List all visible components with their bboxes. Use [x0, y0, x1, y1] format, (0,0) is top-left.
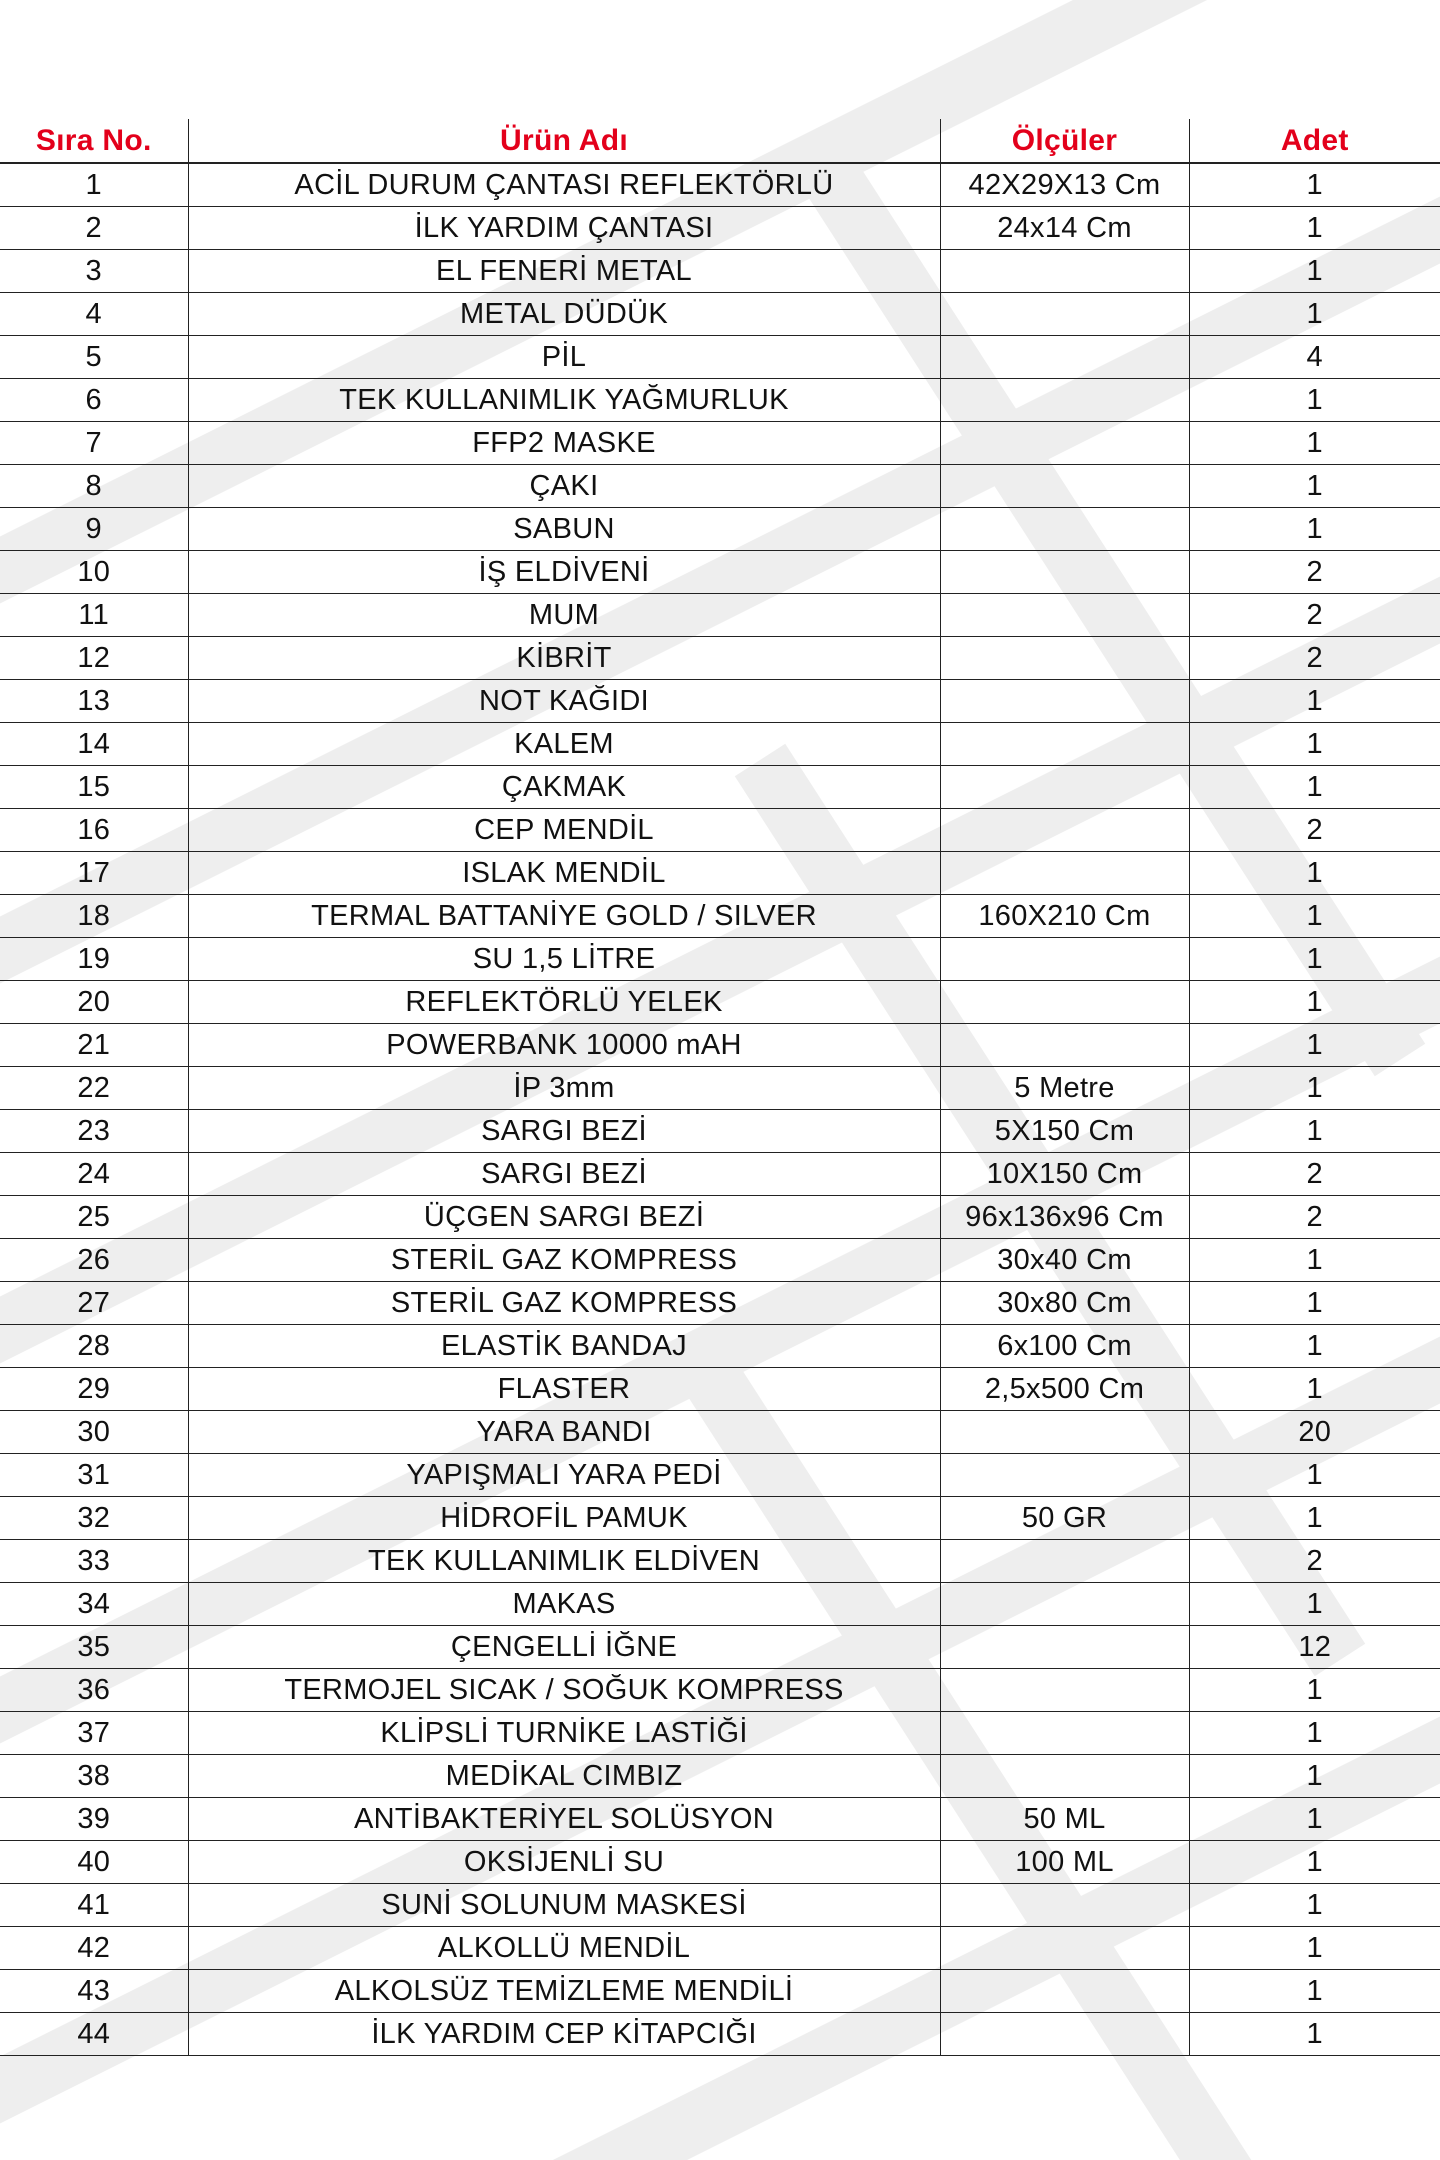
dimensions-cell: [940, 2013, 1189, 2056]
header-product-name: Ürün Adı: [188, 119, 940, 163]
row-number-cell: 5: [0, 336, 188, 379]
row-number-cell: 37: [0, 1712, 188, 1755]
dimensions-cell: 6x100 Cm: [940, 1325, 1189, 1368]
dimensions-cell: [940, 1626, 1189, 1669]
dimensions-cell: [940, 1583, 1189, 1626]
table-row: [0, 594, 1440, 637]
product-name-cell: ELASTİK BANDAJ: [188, 1325, 940, 1368]
product-name-cell: TERMOJEL SICAK / SOĞUK KOMPRESS: [188, 1669, 940, 1712]
row-number-cell: 4: [0, 293, 188, 336]
product-name-cell: YAPIŞMALI YARA PEDİ: [188, 1454, 940, 1497]
product-name-cell: METAL DÜDÜK: [188, 293, 940, 336]
quantity-cell: 1: [1189, 1368, 1440, 1411]
row-number-cell: 7: [0, 422, 188, 465]
table-row: [0, 1239, 1440, 1282]
product-name-cell: REFLEKTÖRLÜ YELEK: [188, 981, 940, 1024]
row-number-cell: 40: [0, 1841, 188, 1884]
quantity-cell: 1: [1189, 1497, 1440, 1540]
table-row: [0, 1325, 1440, 1368]
row-number-cell: 30: [0, 1411, 188, 1454]
table-row: [0, 1712, 1440, 1755]
row-number-cell: 26: [0, 1239, 188, 1282]
quantity-cell: 1: [1189, 1325, 1440, 1368]
quantity-cell: 1: [1189, 379, 1440, 422]
dimensions-cell: [940, 1024, 1189, 1067]
quantity-cell: 1: [1189, 1583, 1440, 1626]
quantity-cell: 1: [1189, 723, 1440, 766]
row-number-cell: 31: [0, 1454, 188, 1497]
product-name-cell: SARGI BEZİ: [188, 1110, 940, 1153]
quantity-cell: 2: [1189, 594, 1440, 637]
product-list-sheet: [0, 119, 1440, 2056]
table-row: [0, 809, 1440, 852]
row-number-cell: 44: [0, 2013, 188, 2056]
dimensions-cell: 5 Metre: [940, 1067, 1189, 1110]
dimensions-cell: [940, 637, 1189, 680]
table-row: [0, 723, 1440, 766]
row-number-cell: 43: [0, 1970, 188, 2013]
dimensions-cell: [940, 981, 1189, 1024]
table-row: [0, 1798, 1440, 1841]
row-number-cell: 27: [0, 1282, 188, 1325]
product-name-cell: İŞ ELDİVENİ: [188, 551, 940, 594]
dimensions-cell: [940, 680, 1189, 723]
product-name-cell: STERİL GAZ KOMPRESS: [188, 1239, 940, 1282]
dimensions-cell: [940, 379, 1189, 422]
product-name-cell: ÇAKI: [188, 465, 940, 508]
dimensions-cell: 42X29X13 Cm: [940, 163, 1189, 207]
table-row: [0, 336, 1440, 379]
row-number-cell: 16: [0, 809, 188, 852]
product-name-cell: ÇENGELLİ İĞNE: [188, 1626, 940, 1669]
row-number-cell: 14: [0, 723, 188, 766]
row-number-cell: 12: [0, 637, 188, 680]
product-name-cell: TEK KULLANIMLIK YAĞMURLUK: [188, 379, 940, 422]
dimensions-cell: [940, 1884, 1189, 1927]
header-quantity: Adet: [1189, 119, 1440, 163]
quantity-cell: 2: [1189, 637, 1440, 680]
dimensions-cell: [940, 422, 1189, 465]
dimensions-cell: 24x14 Cm: [940, 207, 1189, 250]
row-number-cell: 8: [0, 465, 188, 508]
product-name-cell: ALKOLLÜ MENDİL: [188, 1927, 940, 1970]
quantity-cell: 1: [1189, 1712, 1440, 1755]
table-row: [0, 1368, 1440, 1411]
quantity-cell: 1: [1189, 1282, 1440, 1325]
table-row: [0, 1153, 1440, 1196]
dimensions-cell: 10X150 Cm: [940, 1153, 1189, 1196]
quantity-cell: 1: [1189, 895, 1440, 938]
quantity-cell: 1: [1189, 465, 1440, 508]
product-name-cell: KLİPSLİ TURNİKE LASTİĞİ: [188, 1712, 940, 1755]
quantity-cell: 1: [1189, 293, 1440, 336]
quantity-cell: 1: [1189, 1067, 1440, 1110]
row-number-cell: 11: [0, 594, 188, 637]
quantity-cell: 1: [1189, 1841, 1440, 1884]
table-row: [0, 895, 1440, 938]
table-row: [0, 207, 1440, 250]
dimensions-cell: 50 ML: [940, 1798, 1189, 1841]
table-row: [0, 981, 1440, 1024]
quantity-cell: 1: [1189, 766, 1440, 809]
quantity-cell: 20: [1189, 1411, 1440, 1454]
table-row: [0, 1755, 1440, 1798]
table-row: [0, 1024, 1440, 1067]
row-number-cell: 21: [0, 1024, 188, 1067]
table-row: [0, 508, 1440, 551]
table-row: [0, 1110, 1440, 1153]
product-name-cell: ÇAKMAK: [188, 766, 940, 809]
dimensions-cell: [940, 723, 1189, 766]
dimensions-cell: 96x136x96 Cm: [940, 1196, 1189, 1239]
table-row: [0, 250, 1440, 293]
row-number-cell: 41: [0, 1884, 188, 1927]
product-name-cell: TERMAL BATTANİYE GOLD / SILVER: [188, 895, 940, 938]
dimensions-cell: [940, 293, 1189, 336]
product-table: [0, 119, 1440, 2056]
table-row: [0, 422, 1440, 465]
quantity-cell: 1: [1189, 163, 1440, 207]
row-number-cell: 38: [0, 1755, 188, 1798]
dimensions-cell: [940, 766, 1189, 809]
dimensions-cell: 50 GR: [940, 1497, 1189, 1540]
table-header-row: [0, 119, 1440, 163]
table-row: [0, 1282, 1440, 1325]
quantity-cell: 1: [1189, 1110, 1440, 1153]
product-name-cell: MUM: [188, 594, 940, 637]
table-row: [0, 1454, 1440, 1497]
quantity-cell: 1: [1189, 1024, 1440, 1067]
quantity-cell: 2: [1189, 1153, 1440, 1196]
row-number-cell: 25: [0, 1196, 188, 1239]
table-row: [0, 1626, 1440, 1669]
dimensions-cell: [940, 1669, 1189, 1712]
quantity-cell: 2: [1189, 551, 1440, 594]
dimensions-cell: [940, 1540, 1189, 1583]
product-name-cell: PİL: [188, 336, 940, 379]
quantity-cell: 1: [1189, 680, 1440, 723]
table-row: [0, 293, 1440, 336]
table-row: [0, 1411, 1440, 1454]
product-name-cell: FLASTER: [188, 1368, 940, 1411]
dimensions-cell: 5X150 Cm: [940, 1110, 1189, 1153]
dimensions-cell: 100 ML: [940, 1841, 1189, 1884]
row-number-cell: 6: [0, 379, 188, 422]
header-dimensions: Ölçüler: [940, 119, 1189, 163]
table-row: [0, 1497, 1440, 1540]
product-name-cell: KALEM: [188, 723, 940, 766]
product-name-cell: SARGI BEZİ: [188, 1153, 940, 1196]
product-name-cell: TEK KULLANIMLIK ELDİVEN: [188, 1540, 940, 1583]
dimensions-cell: [940, 1712, 1189, 1755]
row-number-cell: 15: [0, 766, 188, 809]
row-number-cell: 3: [0, 250, 188, 293]
table-row: [0, 1970, 1440, 2013]
row-number-cell: 36: [0, 1669, 188, 1712]
row-number-cell: 17: [0, 852, 188, 895]
table-row: [0, 1927, 1440, 1970]
product-name-cell: ANTİBAKTERİYEL SOLÜSYON: [188, 1798, 940, 1841]
quantity-cell: 1: [1189, 852, 1440, 895]
dimensions-cell: [940, 508, 1189, 551]
product-name-cell: ÜÇGEN SARGI BEZİ: [188, 1196, 940, 1239]
table-row: [0, 1196, 1440, 1239]
quantity-cell: 1: [1189, 938, 1440, 981]
row-number-cell: 22: [0, 1067, 188, 1110]
row-number-cell: 9: [0, 508, 188, 551]
table-row: [0, 465, 1440, 508]
dimensions-cell: [940, 250, 1189, 293]
row-number-cell: 35: [0, 1626, 188, 1669]
product-name-cell: NOT KAĞIDI: [188, 680, 940, 723]
dimensions-cell: [940, 551, 1189, 594]
row-number-cell: 2: [0, 207, 188, 250]
product-name-cell: EL FENERİ METAL: [188, 250, 940, 293]
product-name-cell: FFP2 MASKE: [188, 422, 940, 465]
product-name-cell: MEDİKAL CIMBIZ: [188, 1755, 940, 1798]
quantity-cell: 1: [1189, 981, 1440, 1024]
row-number-cell: 18: [0, 895, 188, 938]
dimensions-cell: [940, 336, 1189, 379]
quantity-cell: 1: [1189, 1798, 1440, 1841]
row-number-cell: 29: [0, 1368, 188, 1411]
dimensions-cell: 30x80 Cm: [940, 1282, 1189, 1325]
product-name-cell: ACİL DURUM ÇANTASI REFLEKTÖRLÜ: [188, 163, 940, 207]
quantity-cell: 1: [1189, 207, 1440, 250]
quantity-cell: 1: [1189, 1454, 1440, 1497]
row-number-cell: 19: [0, 938, 188, 981]
product-name-cell: SU 1,5 LİTRE: [188, 938, 940, 981]
product-name-cell: ALKOLSÜZ TEMİZLEME MENDİLİ: [188, 1970, 940, 2013]
dimensions-cell: [940, 1755, 1189, 1798]
table-row: [0, 680, 1440, 723]
row-number-cell: 33: [0, 1540, 188, 1583]
table-row: [0, 1067, 1440, 1110]
product-name-cell: STERİL GAZ KOMPRESS: [188, 1282, 940, 1325]
table-row: [0, 551, 1440, 594]
product-name-cell: İLK YARDIM ÇANTASI: [188, 207, 940, 250]
product-name-cell: KİBRİT: [188, 637, 940, 680]
dimensions-cell: [940, 938, 1189, 981]
row-number-cell: 39: [0, 1798, 188, 1841]
product-name-cell: CEP MENDİL: [188, 809, 940, 852]
row-number-cell: 10: [0, 551, 188, 594]
product-rows: [0, 163, 1440, 2056]
quantity-cell: 1: [1189, 1755, 1440, 1798]
dimensions-cell: [940, 465, 1189, 508]
row-number-cell: 24: [0, 1153, 188, 1196]
quantity-cell: 1: [1189, 1884, 1440, 1927]
dimensions-cell: [940, 809, 1189, 852]
header-row-number: Sıra No.: [0, 119, 188, 163]
product-name-cell: SABUN: [188, 508, 940, 551]
dimensions-cell: [940, 1411, 1189, 1454]
quantity-cell: 1: [1189, 250, 1440, 293]
table-row: [0, 2013, 1440, 2056]
dimensions-cell: 30x40 Cm: [940, 1239, 1189, 1282]
product-name-cell: POWERBANK 10000 mAH: [188, 1024, 940, 1067]
table-row: [0, 852, 1440, 895]
table-row: [0, 163, 1440, 207]
product-name-cell: İP 3mm: [188, 1067, 940, 1110]
product-name-cell: YARA BANDI: [188, 1411, 940, 1454]
quantity-cell: 2: [1189, 1540, 1440, 1583]
quantity-cell: 1: [1189, 1669, 1440, 1712]
dimensions-cell: [940, 1927, 1189, 1970]
row-number-cell: 42: [0, 1927, 188, 1970]
quantity-cell: 4: [1189, 336, 1440, 379]
dimensions-cell: 160X210 Cm: [940, 895, 1189, 938]
row-number-cell: 34: [0, 1583, 188, 1626]
product-name-cell: ISLAK MENDİL: [188, 852, 940, 895]
quantity-cell: 1: [1189, 1970, 1440, 2013]
table-row: [0, 938, 1440, 981]
quantity-cell: 2: [1189, 809, 1440, 852]
dimensions-cell: [940, 1970, 1189, 2013]
product-name-cell: SUNİ SOLUNUM MASKESİ: [188, 1884, 940, 1927]
table-row: [0, 1540, 1440, 1583]
product-name-cell: HİDROFİL PAMUK: [188, 1497, 940, 1540]
product-name-cell: OKSİJENLİ SU: [188, 1841, 940, 1884]
row-number-cell: 1: [0, 163, 188, 207]
dimensions-cell: [940, 1454, 1189, 1497]
quantity-cell: 12: [1189, 1626, 1440, 1669]
dimensions-cell: [940, 852, 1189, 895]
quantity-cell: 1: [1189, 508, 1440, 551]
row-number-cell: 28: [0, 1325, 188, 1368]
quantity-cell: 1: [1189, 422, 1440, 465]
table-row: [0, 1583, 1440, 1626]
quantity-cell: 1: [1189, 1927, 1440, 1970]
row-number-cell: 13: [0, 680, 188, 723]
table-row: [0, 1884, 1440, 1927]
row-number-cell: 32: [0, 1497, 188, 1540]
table-row: [0, 1841, 1440, 1884]
row-number-cell: 20: [0, 981, 188, 1024]
quantity-cell: 1: [1189, 2013, 1440, 2056]
quantity-cell: 2: [1189, 1196, 1440, 1239]
product-name-cell: MAKAS: [188, 1583, 940, 1626]
dimensions-cell: 2,5x500 Cm: [940, 1368, 1189, 1411]
quantity-cell: 1: [1189, 1239, 1440, 1282]
table-row: [0, 766, 1440, 809]
table-row: [0, 1669, 1440, 1712]
table-row: [0, 637, 1440, 680]
product-name-cell: İLK YARDIM CEP KİTAPCIĞI: [188, 2013, 940, 2056]
table-row: [0, 379, 1440, 422]
dimensions-cell: [940, 594, 1189, 637]
row-number-cell: 23: [0, 1110, 188, 1153]
